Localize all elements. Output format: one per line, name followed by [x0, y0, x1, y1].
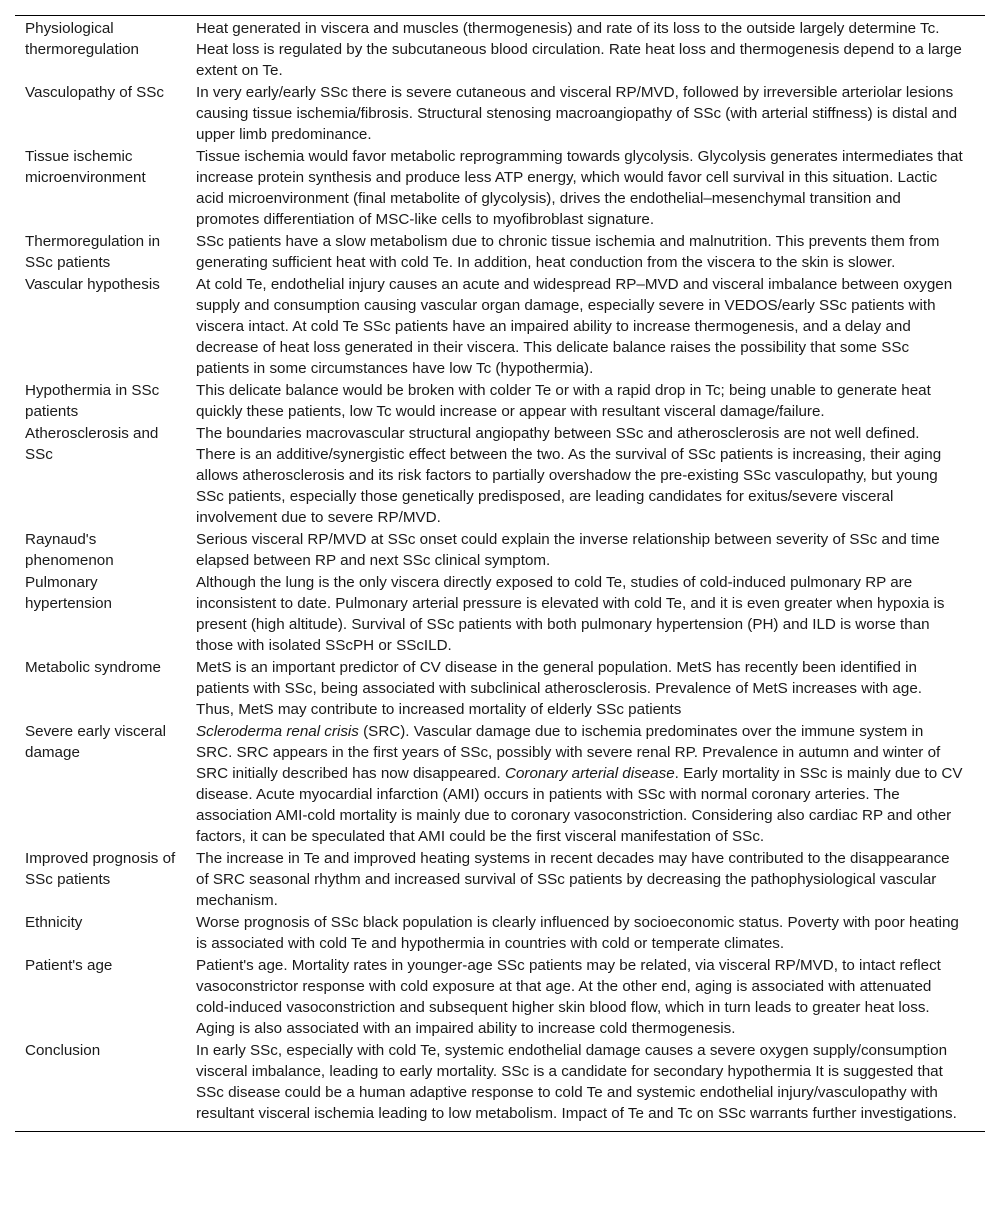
table-row [15, 848, 985, 912]
table-row [15, 380, 985, 423]
row-description: The boundaries macrovascular structural angiopathy between SSc and atherosclerosis are not well defined. There is an additive/synergistic effect between the two. As the survival of SSc patients is increasing, their aging allows atherosclerosis and its risk factors to partially overshadow the pre-existing SSc vasculopathy, but young SSc patients, especially those genetically predisposed, are leading candidates for exitus/severe visceral involvement due to severe RP/MVD. [196, 425, 942, 526]
table-row [15, 572, 985, 657]
row-term: Pulmonary hypertension [25, 574, 112, 612]
row-description: At cold Te, endothelial injury causes an acute and widespread RP–MVD and visceral imbalance between oxygen supply and consumption causing vascular organ damage, especially severe in VEDOS/early SSc patients with viscera intact. At cold Te SSc patients have an impaired ability to increase thermogenesis, and a delay and decrease of heat loss generated in their viscera. This delicate balance raises the possibility that some SSc patients in some circumstances have low Tc (hypothermia). [196, 276, 953, 377]
row-term: Atherosclerosis and SSc [25, 425, 159, 463]
row-term: Vascular hypothesis [25, 276, 160, 293]
row-term: Patient's age [25, 957, 113, 974]
row-description: Patient's age. Mortality rates in younger-age SSc patients may be related, via visceral RP/MVD, to intact reflect vasoconstrictor response with cold exposure at that age. At the other end, aging is associated with attenuated cold-induced vasoconstriction and subsequent higher skin blood flow, which in turn leads to greater heat loss. Aging is also associated with an impaired ability to increase cold thermogenesis. [196, 957, 941, 1037]
row-description: Tissue ischemia would favor metabolic reprogramming towards glycolysis. Glycolysis generates intermediates that increase protein synthesis and produce less ATP energy, which would favor cell survival in this situation. Lactic acid microenvironment (final metabolite of glycolysis), drives the endothelial–mesenchymal transition and promotes differentiation of MSC-like cells to myofibroblast signature. [196, 148, 963, 228]
table-body [15, 18, 985, 1125]
row-description [196, 721, 985, 848]
table-row [15, 274, 985, 380]
row-term: Tissue ischemic microenvironment [25, 148, 146, 186]
row-term: Raynaud's phenomenon [25, 531, 114, 569]
row-term: Improved prognosis of SSc patients [25, 850, 176, 888]
row-term: Thermoregulation in SSc patients [25, 233, 161, 271]
row-description: In early SSc, especially with cold Te, systemic endothelial damage causes a severe oxygen supply/consumption visceral imbalance, leading to early mortality. SSc is a candidate for secondary hypothermia It is suggested that SSc disease could be a human adaptive response to cold Te and systemic endothelial injury/vasculopathy with resultant visceral ischemia leading to low metabolism. Impact of Te and Tc on SSc warrants further investigations. [196, 1042, 957, 1122]
row-term: Hypothermia in SSc patients [25, 382, 160, 420]
table-row [15, 82, 985, 146]
row-description: Although the lung is the only viscera directly exposed to cold Te, studies of cold-induced pulmonary RP are inconsistent to date. Pulmonary arterial pressure is elevated with cold Te, and it is even greater when hypoxia is present (high altitude). Survival of SSc patients with both pulmonary hypertension (PH) and ILD is worse than those with isolated SScPH or SScILD. [196, 574, 945, 654]
table-row [15, 231, 985, 274]
description-text: (SRC). Vascular damage due to ischemia predominates over the immune system in SRC. SRC appears in the first years of SSc, possibly with severe renal RP. Prevalence in autumn and winter of SRC initially described has now disappeared. [196, 723, 941, 782]
row-term: Physiological thermoregulation [25, 20, 139, 58]
table-row [15, 423, 985, 529]
table-row [15, 721, 985, 848]
row-term: Severe early visceral damage [25, 723, 166, 761]
row-description: In very early/early SSc there is severe cutaneous and visceral RP/MVD, followed by irreversible arteriolar lesions causing tissue ischemia/fibrosis. Structural stenosing macroangiopathy of SSc (with arterial stiffness) is distal and upper limb predominance. [196, 84, 958, 143]
table-row [15, 18, 985, 82]
summary-table [15, 18, 985, 1125]
table-row [15, 1040, 985, 1125]
row-description: SSc patients have a slow metabolism due to chronic tissue ischemia and malnutrition. This prevents them from generating sufficient heat with cold Te. In addition, heat conduction from the viscera to the skin is slower. [196, 233, 940, 271]
table-row [15, 529, 985, 572]
row-description: This delicate balance would be broken with colder Te or with a rapid drop in Tc; being unable to generate heat quickly these patients, low Tc would increase or appear with resultant visceral damage/failure. [196, 382, 931, 420]
row-term: Ethnicity [25, 914, 83, 931]
row-description: Serious visceral RP/MVD at SSc onset could explain the inverse relationship between severity of SSc and time elapsed between RP and next SSc clinical symptom. [196, 531, 940, 569]
row-term: Metabolic syndrome [25, 659, 161, 676]
italic-phrase-coronary-arterial-disease: Coronary arterial disease [504, 765, 675, 782]
table-row [15, 657, 985, 721]
row-description: The increase in Te and improved heating systems in recent decades may have contributed to the disappearance of SRC seasonal rhythm and increased survival of SSc patients by decreasing the pathophysiological vascular mechanism. [196, 850, 950, 909]
table-row [15, 912, 985, 955]
row-term: Vasculopathy of SSc [25, 84, 165, 101]
table-row [15, 955, 985, 1040]
row-description: MetS is an important predictor of CV disease in the general population. MetS has recently been identified in patients with SSc, being associated with subclinical atherosclerosis. Prevalence of MetS increases with age. Thus, MetS may contribute to increased mortality of elderly SSc patients [196, 659, 922, 718]
table-row [15, 146, 985, 231]
row-description: Worse prognosis of SSc black population is clearly influenced by socioeconomic status. Poverty with poor heating is associated with cold Te and hypothermia in countries with cold or temperate climates. [196, 914, 959, 952]
summary-table-container [15, 15, 985, 1132]
row-description: Heat generated in viscera and muscles (thermogenesis) and rate of its loss to the outside largely determine Tc. Heat loss is regulated by the subcutaneous blood circulation. Rate heat loss and thermogenesis depend to a large extent on Te. [196, 20, 962, 79]
italic-phrase-scleroderma-renal-crisis: Scleroderma renal crisis [196, 723, 359, 740]
description-text: . Early mortality in SSc is mainly due to CV disease. Acute myocardial infarction (AMI) occurs in patients with SSc with normal coronary arteries. The association AMI-cold mortality is mainly due to coronary vasoconstriction. Considering also cardiac RP and other factors, it can be speculated that AMI could be the first visceral manifestation of SSc. [196, 765, 963, 845]
row-term: Conclusion [25, 1042, 101, 1059]
